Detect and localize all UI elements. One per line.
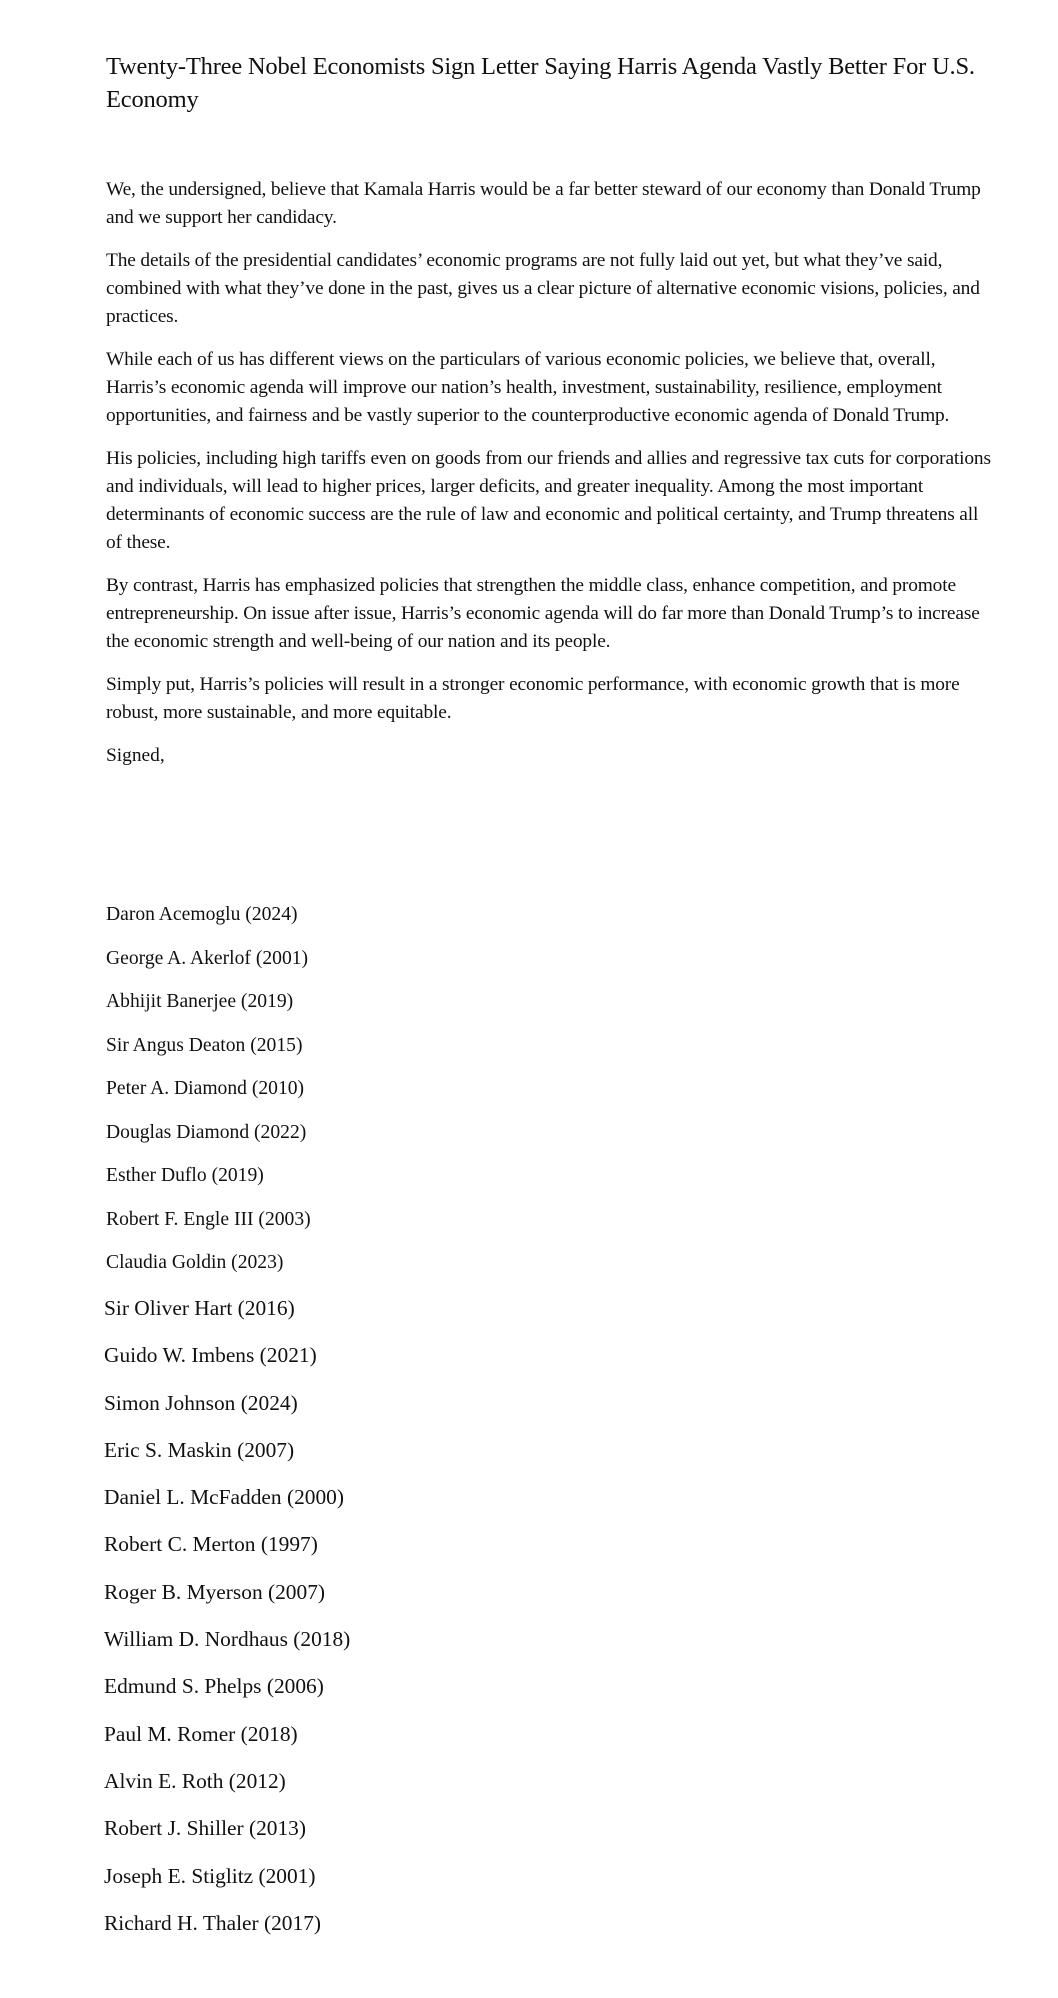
signatory: Alvin E. Roth (2012): [104, 1768, 286, 1793]
signatory: Esther Duflo (2019): [106, 1165, 264, 1186]
signatory: Sir Angus Deaton (2015): [106, 1034, 303, 1056]
paragraph-5: By contrast, Harris has emphasized policies that strengthen the middle class, enhance competition, and promote entrepreneurship. On issue after issue, Harris’s economic agenda will do far more than Donald Trump’s to increase the economic strength and well-being of our nation and its people.: [106, 575, 980, 652]
signatory: Sir Oliver Hart (2016): [104, 1296, 295, 1320]
signatory: Eric S. Maskin (2007): [104, 1437, 295, 1462]
signatory: Richard H. Thaler (2017): [104, 1910, 322, 1935]
paragraph-2: The details of the presidential candidates’ economic programs are not fully laid out yet, but what they’ve said, combined with what they’ve done in the past, gives us a clear picture of alternative economic visions, policies, and practices.: [106, 250, 980, 327]
signatory: Robert F. Engle III (2003): [106, 1208, 311, 1230]
signatory: Robert J. Shiller (2013): [104, 1816, 306, 1841]
signatory: Daniel L. McFadden (2000): [104, 1485, 344, 1510]
signatory: Robert C. Merton (1997): [104, 1532, 318, 1557]
signatory: Joseph E. Stiglitz (2001): [104, 1863, 316, 1888]
paragraph-6: Simply put, Harris’s policies will result in a stronger economic performance, with economic growth that is more robust, more sustainable, and more equitable.: [106, 674, 960, 723]
signatory: Guido W. Imbens (2021): [104, 1343, 317, 1368]
signatory: Claudia Goldin (2023): [106, 1252, 284, 1273]
signatory: Roger B. Myerson (2007): [104, 1579, 326, 1604]
signatory: Peter A. Diamond (2010): [106, 1078, 305, 1099]
signatory: Simon Johnson (2024): [104, 1390, 298, 1415]
signatory: Douglas Diamond (2022): [106, 1121, 307, 1143]
signatory: Paul M. Romer (2018): [104, 1721, 298, 1746]
paragraph-4: His policies, including high tariffs even on goods from our friends and allies and regressive tax cuts for corporations and individuals, will lead to higher prices, larger deficits, and greater inequality. Among the most important determinants of economic success are the rule of law and economic and political certainty, and Trump threatens all of these.: [106, 448, 991, 553]
signatory: Abhijit Banerjee (2019): [106, 991, 294, 1012]
signoff: Signed,: [106, 745, 165, 766]
letter-body: [106, 176, 996, 770]
signatory: George A. Akerlof (2001): [106, 947, 309, 969]
paragraph-3: While each of us has different views on the particulars of various economic policies, we believe that, overall, Harris’s economic agenda will improve our nation’s health, investment, sustainability, resilience, employment opportunities, and fairness and be vastly superior to the counterproductive economic agenda of Donald Trump.: [106, 349, 950, 426]
signatory-list-part-1: [106, 893, 311, 1285]
paragraph-1: We, the undersigned, believe that Kamala Harris would be a far better steward of our economy than Donald Trump and we support her candidacy.: [106, 179, 981, 228]
letter-title: Twenty-Three Nobel Economists Sign Letter Saying Harris Agenda Vastly Better For U.S. Economy: [106, 53, 975, 113]
signatory: Daron Acemoglu (2024): [106, 904, 298, 925]
signatory-list-part-2: [104, 1285, 350, 1947]
signatory: William D. Nordhaus (2018): [104, 1627, 351, 1652]
signatory: Edmund S. Phelps (2006): [104, 1674, 324, 1699]
